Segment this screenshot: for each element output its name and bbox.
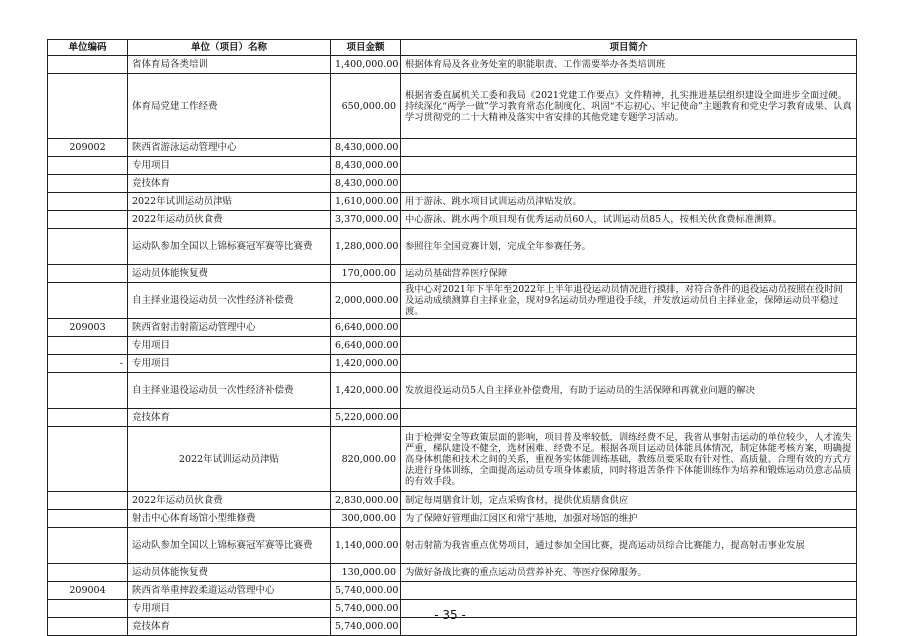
table-row — [48, 229, 857, 265]
unit-code-cell — [48, 492, 128, 510]
amount-cell: 1,400,000.00 — [331, 56, 401, 74]
unit-name-cell: 运动队参加全国以上锦标赛冠军赛等比赛费 — [128, 229, 331, 265]
amount-cell: 1,280,000.00 — [331, 229, 401, 265]
amount-cell: 3,370,000.00 — [331, 211, 401, 229]
unit-code-cell — [48, 175, 128, 193]
table-row — [48, 582, 857, 600]
amount-cell: 130,000.00 — [331, 564, 401, 582]
table-row — [48, 373, 857, 409]
amount-cell: 8,430,000.00 — [331, 157, 401, 175]
description-cell: 根据省委直属机关工委和我局《2021党建工作要点》文件精神，扎实推进基层组织建设全面进步全面过硬。持续深化“两学一做”学习教育常态化制度化、巩固“不忘初心、牢记使命”主题教育和党史学习教育成果、认真学习贯彻党的二十大精神及落实中省安排的其他党建专题学习活动。 — [401, 74, 857, 139]
unit-name-cell: 陕西省游泳运动管理中心 — [128, 139, 331, 157]
table-row — [48, 427, 857, 492]
header-unit-name: 单位（项目）名称 — [128, 40, 331, 56]
unit-code-cell: 209002 — [48, 139, 128, 157]
description-cell: 发放退役运动员5人自主择业补偿费用，有助于运动员的生活保障和再就业问题的解决 — [401, 373, 857, 409]
description-cell: 为做好备战比赛的重点运动员营养补充、等医疗保障服务。 — [401, 564, 857, 582]
header-unit-code: 单位编码 — [48, 40, 128, 56]
unit-name-cell: 运动员体能恢复费 — [128, 265, 331, 283]
unit-name-cell: 运动员体能恢复费 — [128, 564, 331, 582]
amount-cell: 8,430,000.00 — [331, 175, 401, 193]
description-cell: 制定每周膳食计划，定点采购食材，提供优质膳食供应 — [401, 492, 857, 510]
amount-cell: 8,430,000.00 — [331, 139, 401, 157]
table-row — [48, 283, 857, 319]
unit-code-cell — [48, 510, 128, 528]
description-cell: 参照往年全国竞赛计划，完成全年参赛任务。 — [401, 229, 857, 265]
amount-cell: 6,640,000.00 — [331, 337, 401, 355]
unit-name-cell: 射击中心体育场馆小型维修费 — [128, 510, 331, 528]
unit-name-cell: 专用项目 — [128, 337, 331, 355]
description-cell — [401, 175, 857, 193]
unit-code-cell — [48, 56, 128, 74]
amount-cell: 2,000,000.00 — [331, 283, 401, 319]
unit-code-cell — [48, 427, 128, 492]
table-row — [48, 409, 857, 427]
table-row — [48, 564, 857, 582]
amount-cell: 1,420,000.00 — [331, 373, 401, 409]
amount-cell: 650,000.00 — [331, 74, 401, 139]
unit-name-cell: 体育局党建工作经费 — [128, 74, 331, 139]
budget-table — [47, 39, 857, 636]
table-row — [48, 337, 857, 355]
description-cell: 中心游泳、跳水两个项目现有优秀运动员60人，试训运动员85人，按相关伙食费标准测算。 — [401, 211, 857, 229]
unit-name-cell: 专用项目 — [128, 355, 331, 373]
amount-cell: 2,830,000.00 — [331, 492, 401, 510]
description-cell — [401, 139, 857, 157]
description-cell — [401, 582, 857, 600]
unit-code-cell — [48, 409, 128, 427]
table-row — [48, 355, 857, 373]
amount-cell: 1,420,000.00 — [331, 355, 401, 373]
description-cell — [401, 319, 857, 337]
unit-code-cell — [48, 157, 128, 175]
table-row — [48, 510, 857, 528]
amount-cell: 1,140,000.00 — [331, 528, 401, 564]
unit-name-cell: 专用项目 — [128, 600, 331, 618]
unit-code-cell — [48, 528, 128, 564]
unit-code-cell — [48, 74, 128, 139]
amount-cell: 6,640,000.00 — [331, 319, 401, 337]
table-row — [48, 319, 857, 337]
amount-cell: 5,740,000.00 — [331, 582, 401, 600]
unit-name-cell: 专用项目 — [128, 157, 331, 175]
table-row — [48, 528, 857, 564]
unit-name-cell: 自主择业退役运动员一次性经济补偿费 — [128, 373, 331, 409]
unit-code-cell: 209004 — [48, 582, 128, 600]
table-row — [48, 193, 857, 211]
unit-name-cell: 2022年运动员伙食费 — [128, 492, 331, 510]
unit-code-cell — [48, 564, 128, 582]
unit-code-cell — [48, 283, 128, 319]
description-cell: 由于枪弹安全等政策层面的影响，项目普及率较低，训练经费不足，我省从事射击运动的单位较少，人才流失严重，梯队建设不健全，选材困难、经费不足。根据各项目运动员体能具体情况，制定体能考核方案，明确提高身体机能和技术之间的关系，重视务实体能训练基础，教练员要采取有针对性、高质量、合理有效的方式方法进行身体训练，全面提高运动员专项身体素质，同时将退苦条件下体能训练作为培养和锻炼运动员意志品质的有效手段。 — [401, 427, 857, 492]
amount-cell: 5,740,000.00 — [331, 600, 401, 618]
unit-name-cell: 陕西省射击射箭运动管理中心 — [128, 319, 331, 337]
unit-code-cell — [48, 229, 128, 265]
description-cell — [401, 409, 857, 427]
unit-name-cell: 自主择业退役运动员一次性经济补偿费 — [128, 283, 331, 319]
table-row — [48, 74, 857, 139]
unit-name-cell: 竞技体育 — [128, 175, 331, 193]
unit-code-cell — [48, 373, 128, 409]
table-row — [48, 139, 857, 157]
unit-code-cell — [48, 193, 128, 211]
unit-code-cell: 209003 — [48, 319, 128, 337]
description-cell: 运动员基础营养医疗保障 — [401, 265, 857, 283]
description-cell — [401, 337, 857, 355]
unit-name-cell: 2022年运动员伙食费 — [128, 211, 331, 229]
table-row — [48, 157, 857, 175]
unit-code-cell — [48, 265, 128, 283]
table-row — [48, 211, 857, 229]
table-row — [48, 175, 857, 193]
unit-code-cell — [48, 211, 128, 229]
header-amount: 项目金额 — [331, 40, 401, 56]
amount-cell: 820,000.00 — [331, 427, 401, 492]
header-row — [48, 40, 857, 56]
amount-cell: 5,220,000.00 — [331, 409, 401, 427]
unit-code-cell: - — [48, 355, 128, 373]
unit-name-cell: 运动队参加全国以上锦标赛冠军赛等比赛费 — [128, 528, 331, 564]
description-cell — [401, 157, 857, 175]
amount-cell: 1,610,000.00 — [331, 193, 401, 211]
description-cell — [401, 355, 857, 373]
unit-name-cell: 2022年试训运动员津贴 — [128, 193, 331, 211]
unit-name-cell: 2022年试训运动员津贴 — [128, 427, 331, 492]
unit-name-cell: 竞技体育 — [128, 618, 331, 636]
unit-name-cell: 陕西省举重摔跤柔道运动管理中心 — [128, 582, 331, 600]
unit-code-cell — [48, 337, 128, 355]
unit-name-cell: 省体育局各类培训 — [128, 56, 331, 74]
description-cell: 我中心对2021年下半年至2022年上半年退役运动员情况进行摸排，对符合条件的退役运动员按照在役时间及运动成绩测算自主择业金，现对9名运动员办理退役手续，并发放运动员自主择业金，保障运动员平稳过渡。 — [401, 283, 857, 319]
page-number: - 35 - — [434, 608, 466, 622]
header-description: 项目简介 — [401, 40, 857, 56]
amount-cell: 170,000.00 — [331, 265, 401, 283]
unit-name-cell: 竞技体育 — [128, 409, 331, 427]
table-row — [48, 492, 857, 510]
description-cell: 根据体育局及各业务处室的职能职责、工作需要举办各类培训班 — [401, 56, 857, 74]
amount-cell: 5,740,000.00 — [331, 618, 401, 636]
amount-cell: 300,000.00 — [331, 510, 401, 528]
description-cell: 为了保障好管理曲江园区和常宁基地，加强对场馆的维护 — [401, 510, 857, 528]
table-row — [48, 265, 857, 283]
description-cell: 用于游泳、跳水项目试训运动员津贴发放。 — [401, 193, 857, 211]
description-cell: 射击射箭为我省重点优势项目，通过参加全国比赛，提高运动员综合比赛能力，提高射击事业发展 — [401, 528, 857, 564]
table-row — [48, 56, 857, 74]
